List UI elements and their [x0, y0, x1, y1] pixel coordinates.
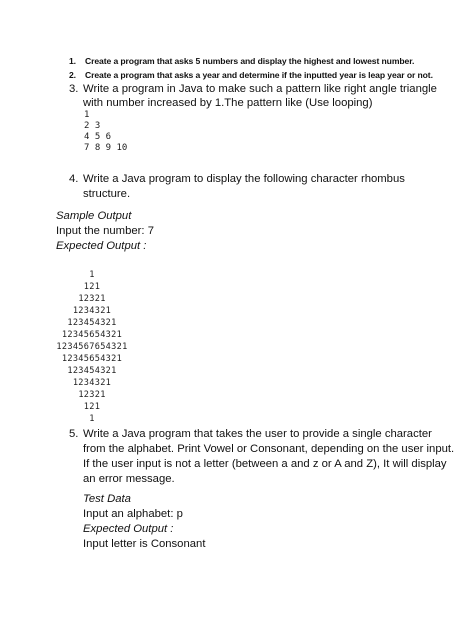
item-3-line-2: with number increased by 1.The pattern like (Use looping) [83, 97, 373, 109]
rhombus-row-10: 1234321 [72, 378, 112, 388]
rhombus-row-12: 121 [83, 402, 101, 412]
rhombus-row-5: 123454321 [67, 318, 117, 328]
item-number: 4. [69, 173, 79, 185]
rhombus-row-3: 12321 [78, 294, 106, 304]
triangle-row-2: 2 3 [84, 121, 101, 131]
expected-output-label-2: Expected Output : [83, 523, 174, 535]
item-number: 5. [69, 428, 79, 440]
rhombus-row-1: 1 [89, 270, 95, 280]
item-number: 2. [69, 70, 76, 80]
test-input-line: Input an alphabet: p [83, 508, 183, 520]
item-5-line-3: If the user input is not a letter (between a and z or A and Z), It will display [83, 458, 447, 470]
item-4-line-1: Write a Java program to display the following character rhombus [83, 173, 405, 185]
test-data-label: Test Data [83, 493, 131, 505]
item-5-line-4: an error message. [83, 473, 175, 485]
triangle-row-3: 4 5 6 [84, 132, 112, 142]
expected-output-label: Expected Output : [56, 240, 147, 252]
rhombus-row-7: 1234567654321 [56, 342, 128, 352]
rhombus-row-9: 123454321 [67, 366, 117, 376]
sample-output-label: Sample Output [56, 210, 132, 222]
item-3-line-1: Write a program in Java to make such a pattern like right angle triangle [83, 83, 437, 95]
sample-input-line: Input the number: 7 [56, 225, 154, 237]
triangle-row-1: 1 [84, 110, 90, 120]
item-4-line-2: structure. [83, 188, 131, 200]
item-text: Create a program that asks a year and determine if the inputted year is leap year or not. [85, 70, 433, 80]
item-5-line-2: from the alphabet. Print Vowel or Consonant, depending on the user input. [83, 443, 455, 455]
item-text: Create a program that asks 5 numbers and display the highest and lowest number. [85, 56, 415, 66]
item-number: 3. [69, 83, 79, 95]
rhombus-row-13: 1 [89, 414, 95, 424]
rhombus-row-4: 1234321 [72, 306, 112, 316]
item-5-line-1: Write a Java program that takes the user to provide a single character [83, 428, 432, 440]
result-line: Input letter is Consonant [83, 538, 206, 550]
rhombus-row-6: 12345654321 [61, 330, 123, 340]
item-number: 1. [69, 56, 76, 66]
rhombus-row-8: 12345654321 [61, 354, 123, 364]
rhombus-row-2: 121 [83, 282, 101, 292]
triangle-row-4: 7 8 9 10 [84, 143, 128, 153]
rhombus-row-11: 12321 [78, 390, 106, 400]
